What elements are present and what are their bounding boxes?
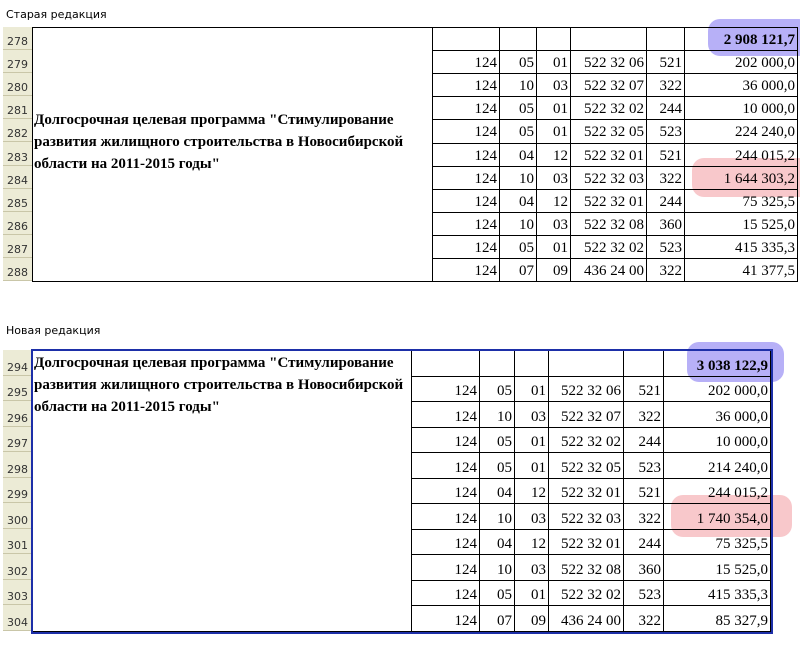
new-cell-col1: 10	[497, 561, 512, 578]
new-total-value: 3 038 122,9	[696, 357, 768, 374]
old-cell-col1: 04	[519, 147, 534, 164]
new-cell-col3: 436 24 00	[561, 612, 621, 629]
new-cell-col5: 85 327,9	[715, 612, 768, 629]
new-cell-col4: 322	[638, 408, 661, 425]
new-cell-col5: 214 240,0	[708, 459, 768, 476]
new-cell-col3: 522 32 03	[561, 510, 621, 527]
old-caption: Старая редакция	[6, 8, 107, 21]
new-cell-col5: 415 335,3	[708, 587, 768, 603]
old-cell-col1: 10	[519, 216, 534, 233]
new-cell-col4: 322	[638, 612, 661, 629]
new-grid-vline	[770, 350, 771, 631]
new-cell-col2: 01	[531, 459, 546, 476]
new-grid-vline	[548, 350, 549, 631]
old-cell-col5: 15 525,0	[742, 216, 795, 233]
new-cell-col0: 124	[454, 587, 477, 603]
old-grid-hline	[432, 119, 798, 120]
old-cell-col5: 244 015,2	[735, 147, 795, 164]
old-row-number: 288	[3, 258, 32, 281]
new-cell-col2: 03	[531, 408, 546, 425]
new-grid-hline	[411, 350, 771, 351]
old-grid-hline	[432, 258, 798, 259]
old-cell-col5: 224 240,0	[735, 124, 795, 141]
new-cell-col2: 09	[531, 612, 546, 629]
old-cell-col3: 522 32 08	[584, 216, 644, 233]
old-cell-col4: 523	[659, 239, 682, 256]
new-row-number: 304	[3, 605, 32, 631]
old-cell-col2: 12	[553, 193, 568, 210]
new-grid-hline	[411, 503, 771, 504]
old-cell-col4: 244	[659, 101, 682, 118]
old-cell-col2: 01	[553, 55, 568, 72]
old-cell-col1: 07	[519, 263, 534, 280]
old-grid-vline	[32, 27, 33, 281]
new-row-number: 295	[3, 376, 32, 402]
old-cell-col2: 12	[553, 147, 568, 164]
old-row-number: 282	[3, 119, 32, 142]
old-cell-col4: 322	[659, 263, 682, 280]
new-cell-col0: 124	[454, 383, 477, 399]
old-cell-col0: 124	[474, 193, 497, 210]
old-total-value: 2 908 121,7	[723, 32, 795, 49]
old-cell-col3: 522 32 02	[584, 101, 644, 118]
new-cell-col2: 01	[531, 383, 546, 399]
new-cell-col4: 244	[638, 434, 661, 450]
new-cell-col2: 01	[531, 587, 546, 603]
old-cell-col3: 522 32 01	[584, 147, 644, 164]
old-cell-col4: 521	[659, 55, 682, 72]
old-cell-col3: 522 32 03	[584, 170, 644, 187]
old-row-number: 283	[3, 143, 32, 166]
old-grid-vline	[684, 27, 685, 281]
new-grid-vline	[479, 350, 480, 631]
old-cell-col1: 10	[519, 170, 534, 187]
new-grid-vline	[663, 350, 664, 631]
new-cell-col0: 124	[454, 612, 477, 629]
new-row-number: 294	[3, 350, 32, 376]
new-cell-col3: 522 32 02	[561, 587, 621, 603]
new-grid-hline	[411, 401, 771, 402]
new-cell-col4: 521	[638, 485, 661, 501]
old-cell-col0: 124	[474, 263, 497, 280]
old-grid-vline	[536, 27, 537, 281]
old-grid-hline	[432, 212, 798, 213]
new-cell-col1: 10	[497, 510, 512, 527]
old-cell-col5: 41 377,5	[742, 263, 795, 280]
new-cell-col2: 03	[531, 510, 546, 527]
new-cell-col1: 04	[497, 536, 512, 552]
new-program-title: Долгосрочная целевая программа "Стимулирование развития жилищного строительства в Новосибирской области на 2011-2015 годы"	[32, 350, 409, 631]
new-cell-col3: 522 32 01	[561, 485, 621, 501]
new-row-number: 299	[3, 478, 32, 504]
new-caption: Новая редакция	[6, 324, 101, 337]
old-cell-col3: 436 24 00	[584, 263, 644, 280]
new-cell-col3: 522 32 06	[561, 383, 621, 399]
old-grid-hline	[432, 143, 798, 144]
old-cell-col3: 522 32 07	[584, 78, 644, 95]
new-cell-col2: 12	[531, 536, 546, 552]
old-cell-col5: 36 000,0	[742, 78, 795, 95]
new-cell-col1: 05	[497, 383, 512, 399]
old-grid-hline	[432, 50, 798, 51]
new-row-number: 297	[3, 427, 32, 453]
new-cell-col4: 322	[638, 510, 661, 527]
old-cell-col3: 522 32 02	[584, 239, 644, 256]
old-cell-col1: 05	[519, 124, 534, 141]
old-grid-vline	[570, 27, 571, 281]
new-cell-col0: 124	[454, 434, 477, 450]
old-cell-col2: 03	[553, 170, 568, 187]
new-cell-col5: 10 000,0	[715, 434, 768, 450]
new-row-number: 298	[3, 452, 32, 478]
new-grid-hline	[411, 605, 771, 606]
old-cell-col4: 523	[659, 124, 682, 141]
new-cell-col4: 244	[638, 536, 661, 552]
new-row-number: 302	[3, 554, 32, 580]
new-cell-col5: 15 525,0	[715, 561, 768, 578]
old-row-number: 281	[3, 96, 32, 119]
new-cell-col2: 01	[531, 434, 546, 450]
old-row-number: 280	[3, 73, 32, 96]
old-grid-hline	[432, 73, 798, 74]
new-cell-col0: 124	[454, 485, 477, 501]
old-cell-col1: 05	[519, 55, 534, 72]
old-cell-col2: 01	[553, 124, 568, 141]
new-grid-hline	[411, 478, 771, 479]
old-row-number: 287	[3, 235, 32, 258]
new-cell-col4: 360	[638, 561, 661, 578]
old-grid-hline	[432, 235, 798, 236]
new-cell-col0: 124	[454, 536, 477, 552]
new-cell-col4: 523	[638, 587, 661, 603]
old-cell-col5: 1 644 303,2	[723, 170, 795, 187]
new-cell-col1: 05	[497, 459, 512, 476]
old-cell-col0: 124	[474, 216, 497, 233]
new-grid-hline	[32, 350, 411, 351]
old-grid-hline	[432, 189, 798, 190]
old-cell-col4: 244	[659, 193, 682, 210]
new-grid-hline	[411, 631, 771, 632]
old-cell-col5: 10 000,0	[742, 101, 795, 118]
old-cell-col1: 04	[519, 193, 534, 210]
old-row-number: 284	[3, 166, 32, 189]
old-row-number: 285	[3, 189, 32, 212]
new-cell-col5: 202 000,0	[708, 383, 768, 399]
new-row-number: 296	[3, 401, 32, 427]
old-cell-col4: 521	[659, 147, 682, 164]
old-cell-col0: 124	[474, 239, 497, 256]
new-cell-col3: 522 32 05	[561, 459, 621, 476]
old-grid-hline	[432, 166, 798, 167]
old-grid-vline	[646, 27, 647, 281]
new-row-number: 300	[3, 503, 32, 529]
old-cell-col0: 124	[474, 55, 497, 72]
new-cell-col0: 124	[454, 561, 477, 578]
old-grid-hline	[32, 27, 432, 28]
new-grid-hline	[411, 529, 771, 530]
old-program-title: Долгосрочная целевая программа "Стимулирование развития жилищного строительства в Новосибирской области на 2011-2015 годы"	[32, 107, 430, 281]
new-cell-col5: 36 000,0	[715, 408, 768, 425]
old-row-number: 286	[3, 212, 32, 235]
new-cell-col0: 124	[454, 408, 477, 425]
old-grid-hline	[432, 281, 798, 282]
new-cell-col5: 1 740 354,0	[696, 510, 768, 527]
old-cell-col2: 01	[553, 239, 568, 256]
new-cell-col2: 12	[531, 485, 546, 501]
new-cell-col0: 124	[454, 510, 477, 527]
new-grid-hline	[32, 631, 411, 632]
old-cell-col3: 522 32 06	[584, 55, 644, 72]
old-cell-col0: 124	[474, 78, 497, 95]
new-cell-col3: 522 32 02	[561, 434, 621, 450]
new-grid-hline	[411, 452, 771, 453]
new-row-number: 301	[3, 529, 32, 555]
new-cell-col2: 03	[531, 561, 546, 578]
new-cell-col5: 75 325,5	[715, 536, 768, 552]
new-row-number: 303	[3, 580, 32, 606]
old-cell-col5: 415 335,3	[735, 239, 795, 256]
new-grid-hline	[411, 554, 771, 555]
new-cell-col1: 10	[497, 408, 512, 425]
old-cell-col4: 322	[659, 78, 682, 95]
new-cell-col4: 521	[638, 383, 661, 399]
old-cell-col1: 10	[519, 78, 534, 95]
new-cell-col3: 522 32 01	[561, 536, 621, 552]
new-cell-col1: 04	[497, 485, 512, 501]
old-row-number: 279	[3, 50, 32, 73]
new-cell-col1: 05	[497, 587, 512, 603]
old-cell-col1: 05	[519, 239, 534, 256]
old-grid-hline	[432, 27, 798, 28]
old-cell-col0: 124	[474, 170, 497, 187]
old-cell-col4: 322	[659, 170, 682, 187]
old-cell-col2: 03	[553, 78, 568, 95]
old-cell-col0: 124	[474, 101, 497, 118]
old-cell-col0: 124	[474, 124, 497, 141]
old-cell-col5: 75 325,5	[742, 193, 795, 210]
new-grid-vline	[514, 350, 515, 631]
new-grid-vline	[411, 350, 412, 631]
old-grid-hline	[432, 96, 798, 97]
old-cell-col2: 03	[553, 216, 568, 233]
old-row-number: 278	[3, 27, 32, 50]
new-grid-hline	[411, 580, 771, 581]
new-cell-col5: 244 015,2	[708, 485, 768, 501]
old-grid-vline	[432, 27, 433, 281]
new-grid-hline	[411, 427, 771, 428]
new-cell-col0: 124	[454, 459, 477, 476]
old-grid-vline	[797, 27, 798, 281]
old-cell-col2: 09	[553, 263, 568, 280]
new-cell-col1: 07	[497, 612, 512, 629]
new-cell-col3: 522 32 07	[561, 408, 621, 425]
new-grid-hline	[411, 376, 771, 377]
old-grid-vline	[499, 27, 500, 281]
old-cell-col3: 522 32 01	[584, 193, 644, 210]
old-cell-col4: 360	[659, 216, 682, 233]
old-cell-col3: 522 32 05	[584, 124, 644, 141]
new-cell-col4: 523	[638, 459, 661, 476]
old-cell-col0: 124	[474, 147, 497, 164]
new-grid-vline	[623, 350, 624, 631]
new-cell-col1: 05	[497, 434, 512, 450]
old-cell-col5: 202 000,0	[735, 55, 795, 72]
old-grid-hline	[32, 281, 432, 282]
old-cell-col1: 05	[519, 101, 534, 118]
new-cell-col3: 522 32 08	[561, 561, 621, 578]
new-grid-vline	[32, 350, 33, 631]
old-cell-col2: 01	[553, 101, 568, 118]
